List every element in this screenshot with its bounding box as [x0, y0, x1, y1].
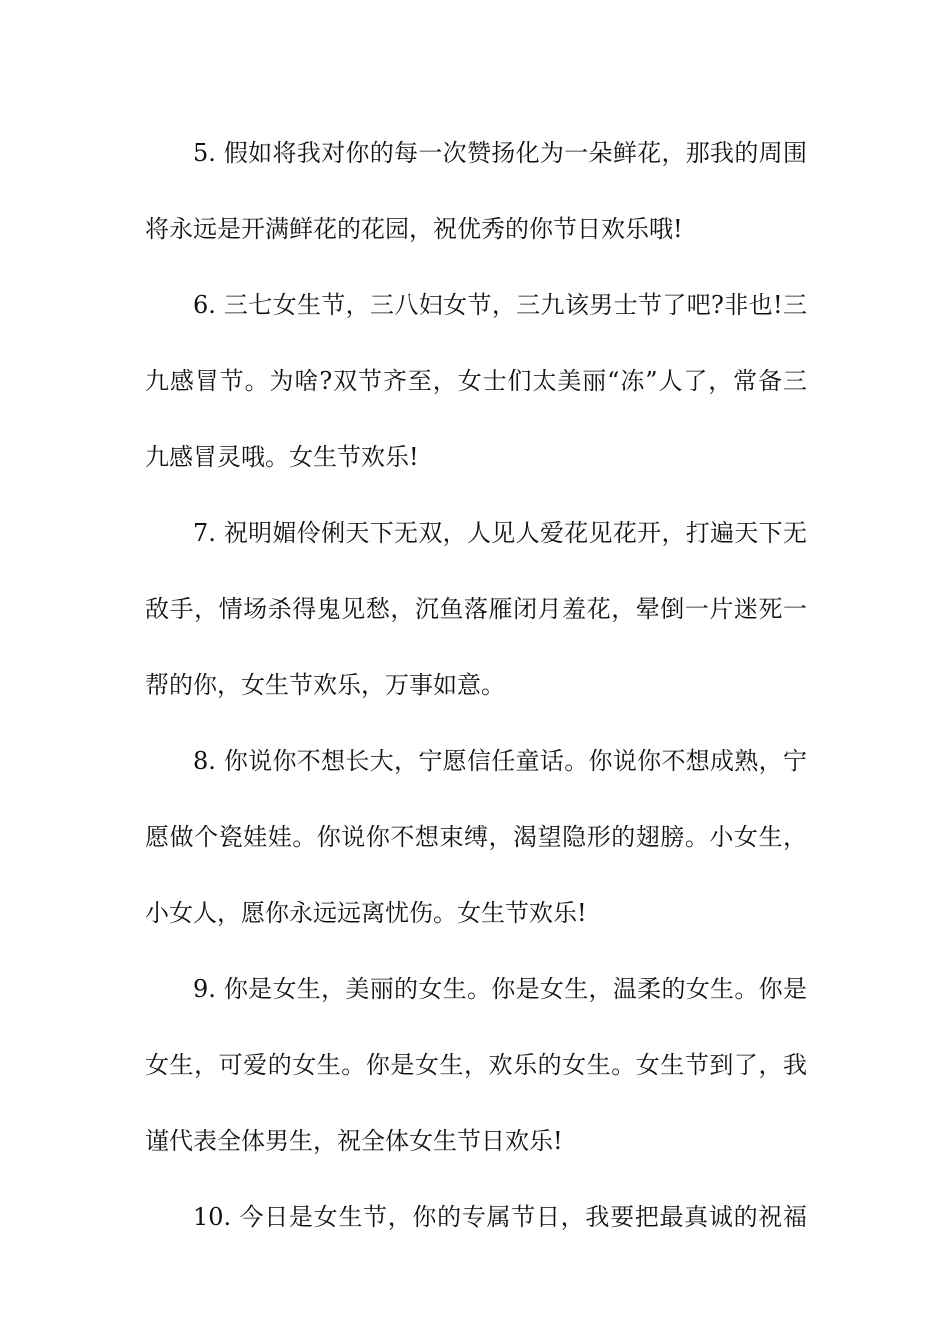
paragraph-7-line-1: 7. 祝明媚伶俐天下无双，人见人爱花见花开，打遍天下无: [193, 519, 807, 547]
paragraph-9-line-3: 谨代表全体男生，祝全体女生节日欢乐!: [145, 1127, 563, 1155]
paragraph-7-line-2: 敌手，情场杀得鬼见愁，沉鱼落雁闭月羞花，晕倒一片迷死一: [145, 595, 807, 623]
paragraph-9-line-1: 9. 你是女生，美丽的女生。你是女生，温柔的女生。你是: [193, 975, 807, 1003]
paragraph-5-line-2: 将永远是开满鲜花的花园，祝优秀的你节日欢乐哦!: [145, 215, 683, 243]
paragraph-5-line-1: 5. 假如将我对你的每一次赞扬化为一朵鲜花，那我的周围: [193, 139, 807, 167]
paragraph-6-line-3: 九感冒灵哦。女生节欢乐!: [145, 443, 419, 471]
paragraph-8-line-3: 小女人，愿你永远远离忧伤。女生节欢乐!: [145, 899, 587, 927]
document-body: [145, 126, 807, 1266]
paragraph-8-line-2: 愿做个瓷娃娃。你说你不想束缚，渴望隐形的翅膀。小女生，: [145, 823, 807, 851]
paragraph-8-line-1: 8. 你说你不想长大，宁愿信任童话。你说你不想成熟，宁: [193, 747, 807, 775]
paragraph-6-line-2: 九感冒节。为啥?双节齐至，女士们太美丽“冻”人了，常备三: [145, 367, 807, 395]
paragraph-9-line-2: 女生，可爱的女生。你是女生，欢乐的女生。女生节到了，我: [145, 1051, 807, 1079]
paragraph-10-line-1: 10. 今日是女生节，你的专属节日，我要把最真诚的祝福: [193, 1203, 807, 1231]
paragraph-7-line-3: 帮的你，女生节欢乐，万事如意。: [145, 671, 505, 699]
paragraph-6-line-1: 6. 三七女生节，三八妇女节，三九该男士节了吧?非也!三: [193, 291, 807, 319]
